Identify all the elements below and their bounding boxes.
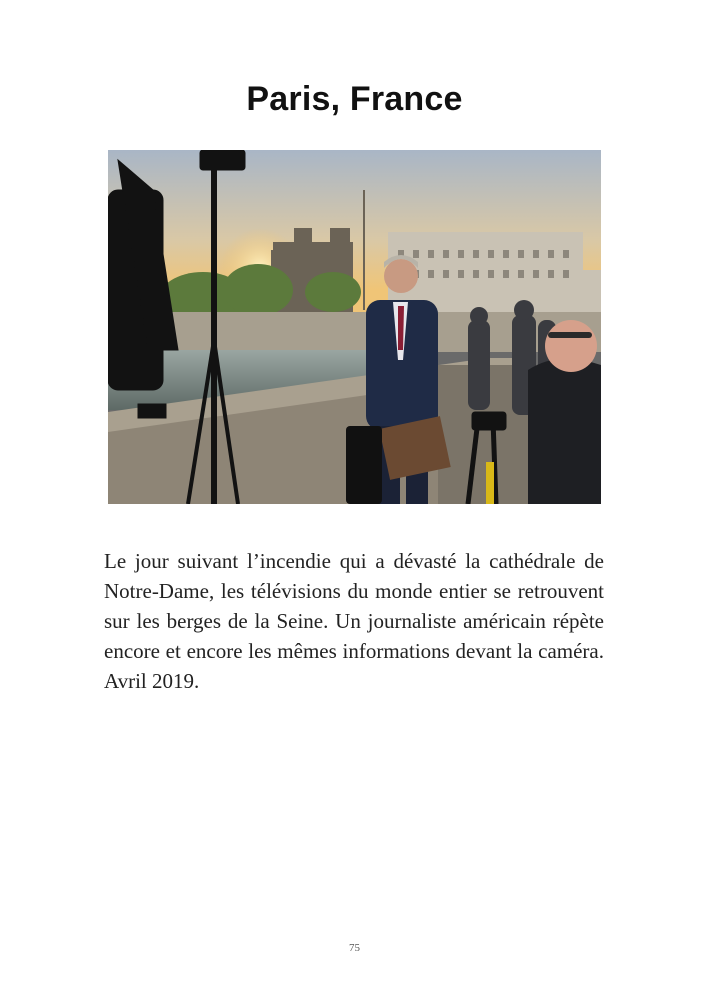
photo-illustration (108, 150, 601, 504)
page-number: 75 (349, 942, 360, 954)
photo-journalist-notre-dame (108, 150, 601, 504)
photo-caption: Le jour suivant l’incendie qui a dévasté la cathédrale de Notre-Dame, les télévisions du monde entier se retrouvent sur les berges de la Seine. Un journaliste américain répète encore et encore les mêmes informations devant la caméra. Avril 2019. (104, 549, 604, 693)
page-title: Paris, France (246, 80, 463, 118)
